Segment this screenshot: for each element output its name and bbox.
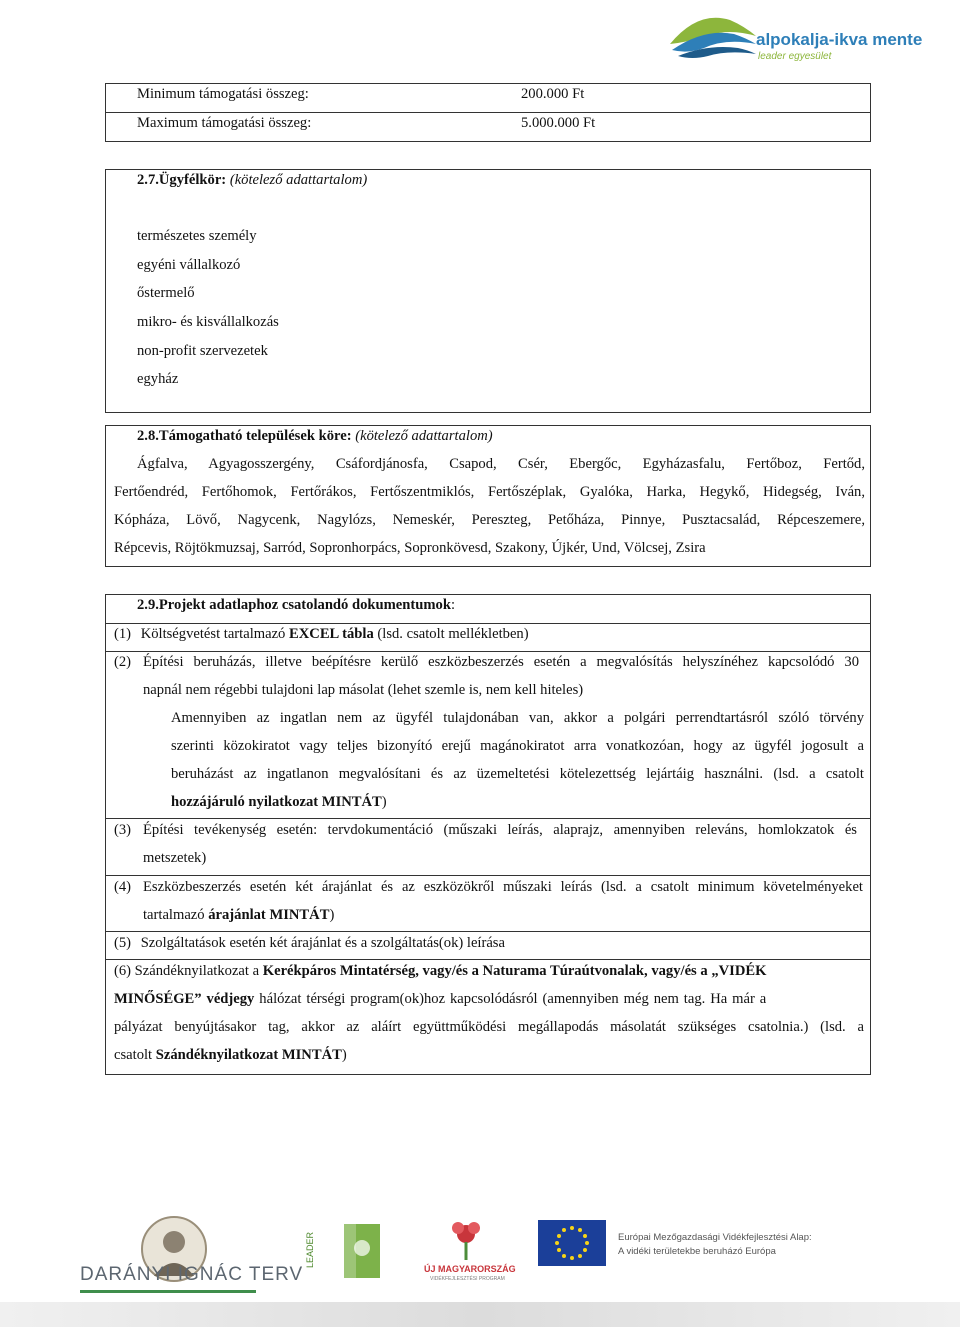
max-amount-label: Maximum támogatási összeg: [137, 115, 312, 131]
documents-section-heading [137, 597, 455, 614]
table-divider [106, 112, 870, 113]
eu-fund-line-2: A vidéki területekbe beruházó Európa [618, 1246, 776, 1257]
client-section-heading [137, 172, 367, 189]
settlement-section-heading [137, 428, 493, 445]
eu-flag-icon [538, 1220, 606, 1266]
document-item-6-line: pályázat benyújtásakor tag, akkor az aláírt együttműködési megállapodás másolatát szükséges csatolnia.) (lsd. a [114, 1019, 864, 1035]
item-text: Szolgáltatások esetén két árajánlat és a szolgáltatás(ok) leírása [140, 935, 505, 951]
logo-subtitle: leader egyesület [758, 51, 832, 62]
document-item-1 [114, 626, 529, 643]
leader-logo-text: LEADER [305, 1231, 315, 1268]
document-item-2-subline [171, 794, 387, 811]
document-item-2-subline: Amennyiben az ingatlan nem az ügyfél tulajdonában van, akkor a polgári perrendtartásról szóló törvény [171, 710, 864, 726]
documents-section [105, 594, 871, 1075]
max-amount-value: 5.000.000 Ft [521, 115, 596, 131]
footer-logos [0, 1198, 960, 1308]
item-text: ) [381, 794, 387, 810]
daranyi-logo-text: DARÁNYI IGNÁC TERV [80, 1264, 304, 1285]
document-item-2-subline: beruházást az ingatlanon megvalósítani és az üzemeltetési kötelezettség lejártáig használni. (lsd. a csatolt [171, 766, 864, 782]
item-number: (4) [114, 879, 132, 895]
item-bold-text: árajánlat MINTÁT [208, 907, 330, 923]
item-text: (lsd. csatolt mellékletben) [373, 626, 529, 642]
item-bold-text: Szándéknyilatkozat MINTÁT [155, 1047, 342, 1063]
settlement-section [105, 425, 871, 567]
client-section-number: 2.7. [137, 172, 159, 188]
document-item-4-line [143, 907, 334, 924]
row-divider [106, 623, 870, 624]
alpokalja-logo [668, 6, 928, 66]
documents-section-title: Projekt adatlaphoz csatolandó dokumentumok [158, 597, 451, 613]
item-text: tartalmazó [143, 907, 209, 923]
daranyi-underline [80, 1290, 256, 1293]
item-number: (3) [114, 822, 132, 838]
row-divider [106, 875, 870, 876]
settlement-section-number: 2.8. [137, 428, 159, 444]
item-bold-text: Kerékpáros Mintatérség, vagy/és a Naturama Túraútvonalak, vagy/és a „VIDÉK [262, 963, 767, 979]
document-item-2-line: Építési beruházás, illetve beépítésre kerülő eszközbeszerzés esetén a megvalósítás helyszínéhez kapcsolódó 30 [143, 654, 859, 670]
client-section [105, 169, 871, 413]
item-text: Szándéknyilatkozat a [131, 963, 263, 979]
client-item: egyéni vállalkozó [137, 257, 241, 273]
item-number: (6) [114, 963, 132, 979]
item-text: ) [341, 1047, 347, 1063]
client-item: egyház [137, 371, 179, 387]
row-divider [106, 651, 870, 652]
min-amount-value: 200.000 Ft [521, 86, 585, 102]
umvp-title: ÚJ MAGYARORSZÁG [424, 1264, 516, 1274]
settlement-section-note: (kötelező adattartalom) [355, 428, 493, 444]
settlement-section-title: Támogatható települések köre: [158, 428, 352, 444]
client-section-note: (kötelező adattartalom) [229, 172, 368, 188]
client-item: non-profit szervezetek [137, 343, 268, 359]
document-item-6-line [114, 991, 766, 1008]
client-item: természetes személy [137, 228, 257, 244]
eu-fund-line-1: Európai Mezőgazdasági Vidékfejlesztési Alap: [618, 1232, 812, 1243]
support-amount-table [105, 83, 871, 142]
row-divider [106, 818, 870, 819]
documents-title-suffix: : [450, 597, 455, 613]
leader-logo-icon [330, 1218, 382, 1284]
item-text: ) [329, 907, 335, 923]
item-number: (2) [114, 654, 132, 670]
row-divider [106, 931, 870, 932]
document-item-3-line: Építési tevékenység esetén: tervdokumentáció (műszaki leírás, alaprajz, amennyiben releváns, homlokzatok és [143, 822, 857, 838]
item-bold-text: MINŐSÉGE” védjegy [114, 991, 255, 1007]
settlement-line: Kópháza, Lövő, Nagycenk, Nagylózs, Nemeskér, Pereszteg, Petőháza, Pinnye, Pusztacsalád, Répceszemere, [114, 512, 865, 528]
client-item: mikro- és kisvállalkozás [137, 314, 279, 330]
item-number: (1) [114, 626, 132, 642]
document-item-2-subline: szerinti közokiratot vagy teljes bizonyító erejű magánokiratot arra vonatkozóan, hogy az ügyfél jogosult a [171, 738, 864, 754]
client-item: őstermelő [137, 285, 195, 301]
item-text: Költségvetést tartalmazó [140, 626, 290, 642]
umvp-logo-icon [438, 1214, 494, 1264]
document-item-6-line [114, 963, 766, 980]
item-number: (5) [114, 935, 132, 951]
settlement-line: Répcevis, Röjtökmuzsaj, Sarród, Sopronhorpács, Sopronkövesd, Szakony, Újkér, Und, Völcsej, Zsira [114, 540, 706, 556]
logo-title: alpokalja-ikva mente [756, 30, 923, 49]
document-item-3-line: metszetek) [143, 850, 207, 866]
hills-logo-icon [668, 6, 758, 66]
document-item-2-line: napnál nem régebbi tulajdoni lap másolat (lehet szemle is, nem kell hiteles) [143, 682, 584, 698]
min-amount-label: Minimum támogatási összeg: [137, 86, 309, 102]
item-bold-text: EXCEL tábla [289, 626, 374, 642]
umvp-subtitle: VIDÉKFEJLESZTÉSI PROGRAM [430, 1276, 505, 1282]
document-item-5 [114, 935, 505, 952]
row-divider [106, 959, 870, 960]
item-text: hálózat térségi program(ok)hoz kapcsolódásról (amennyiben még nem tag. Ha már a [254, 991, 767, 1007]
settlement-line: Ágfalva, Agyagosszergény, Csáfordjánosfa, Csapod, Csér, Ebergőc, Egyházasfalu, Fertőboz, Fertőd, [137, 456, 865, 472]
document-item-4-line: Eszközbeszerzés esetén két árajánlat és az eszközökről műszaki leírás (lsd. a csatolt minimum követelményeket [143, 879, 863, 895]
item-text: csatolt [114, 1047, 156, 1063]
settlement-line: Fertőendréd, Fertőhomok, Fertőrákos, Fertőszentmiklós, Fertőszéplak, Gyalóka, Harka, Hegykő, Hidegség, Iván, [114, 484, 865, 500]
footer-band [0, 1302, 960, 1327]
document-item-6-line [114, 1047, 347, 1064]
client-section-title: Ügyfélkör: [158, 172, 227, 188]
documents-section-number: 2.9. [137, 597, 159, 613]
item-bold-text: hozzájáruló nyilatkozat MINTÁT [171, 794, 382, 810]
